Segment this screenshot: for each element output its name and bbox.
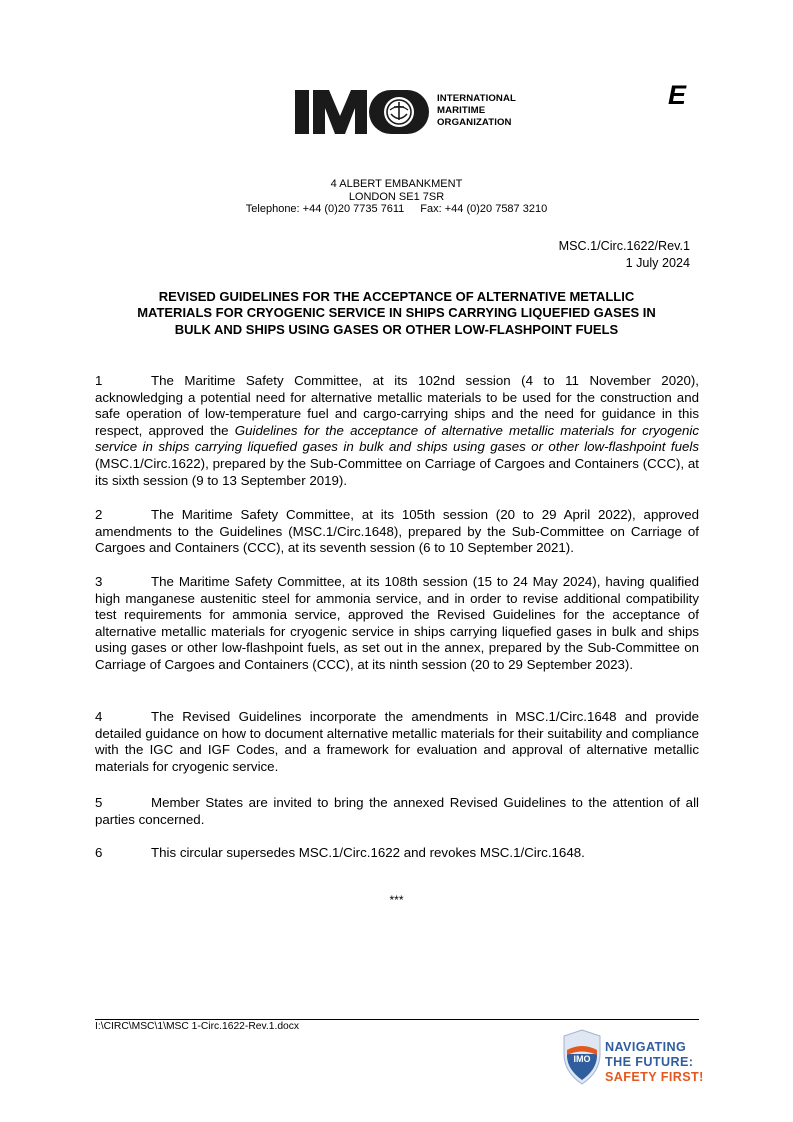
paragraph-text: The Maritime Safety Committee, at its 102nd session (4 to 11 November 2020), acknowledging a potential need for alternative metallic materials to be used for the construction and safe operation of low-temperature fuel and cargo-carrying ships and the need for guidance in this respect, approved the (95, 373, 699, 438)
address-line: 4 ALBERT EMBANKMENT (330, 178, 463, 190)
file-path: I:\CIRC\MSC\1\MSC 1-Circ.1622-Rev.1.docx (95, 1021, 300, 1032)
address-line: LONDON SE1 7SR (348, 190, 445, 203)
campaign-line: NAVIGATING (605, 1040, 687, 1054)
campaign-line: THE FUTURE: (605, 1055, 694, 1069)
org-name-line: INTERNATIONAL (437, 93, 516, 104)
fax: Fax: +44 (0)20 7587 3210 (420, 203, 548, 216)
document-symbol: MSC.1/Circ.1622/Rev.1 (558, 239, 690, 253)
paragraph-5 (95, 795, 699, 828)
org-name-line: MARITIME (437, 105, 486, 116)
footer-divider (95, 1019, 699, 1020)
title-line: BULK AND SHIPS USING GASES OR OTHER LOW-FLASHPOINT FUELS (174, 321, 619, 337)
title-line: MATERIALS FOR CRYOGENIC SERVICE IN SHIPS CARRYING LIQUEFIED GASES IN (137, 305, 656, 321)
paragraph-text: The Revised Guidelines incorporate the amendments in MSC.1/Circ.1648 and provide detailed guidance on how to document alternative metallic materials for their suitability and compliance with the IGC and IGF Codes, and a framework for evaluation and approval of alternative metallic materials for cryogenic service. (95, 709, 699, 774)
paragraph-number: 1 (95, 373, 103, 388)
guidelines-title: Guidelines for the acceptance of alternative metallic materials for cryogenic service in ships carrying liquefied gases in bulk and ships using gases or other low-flashpoint fuels (95, 422, 699, 455)
language-code: E (668, 80, 687, 110)
campaign-slogan (605, 1040, 704, 1085)
paragraph-3 (95, 574, 699, 674)
paragraph-4 (95, 709, 699, 775)
imo-logo (295, 88, 535, 136)
paragraph-number: 6 (95, 845, 103, 860)
title-line: REVISED GUIDELINES FOR THE ACCEPTANCE OF ALTERNATIVE METALLIC (158, 289, 635, 304)
organization-name (437, 93, 516, 129)
paragraph-2 (95, 507, 699, 557)
campaign-badge-text: IMO (573, 1054, 591, 1064)
shield-icon (564, 1030, 600, 1084)
paragraph-number: 2 (95, 507, 103, 522)
paragraph-text: The Maritime Safety Committee, at its 108th session (15 to 24 May 2024), having qualified high manganese austenitic steel for ammonia service, and in order to revise additional compatibility test requirements for ammonia service, approved the Revised Guidelines for the acceptance of alternative metallic materials for cryogenic service in ships carrying liquefied gases in bulk and ships using gases or other low-flashpoint fuels, as set out in the annex, prepared by the Sub-Committee on Carriage of Cargoes and Containers (CCC), at its ninth session (20 to 29 September 2023). (95, 574, 699, 672)
document-date: 1 July 2024 (625, 255, 690, 270)
paragraph-6 (95, 845, 699, 862)
paragraph-number: 4 (95, 709, 103, 724)
document-title (96, 289, 697, 338)
imo-wordmark (295, 88, 431, 136)
section-separator: *** (389, 893, 404, 907)
telephone: Telephone: +44 (0)20 7735 7611 (245, 203, 405, 216)
contact-line (0, 203, 793, 216)
paragraph-number: 3 (95, 574, 103, 589)
paragraph-text: The Maritime Safety Committee, at its 105th session (20 to 29 April 2022), approved amendments to the Guidelines (MSC.1/Circ.1648), prepared by the Sub-Committee on Carriage of Cargoes and Containers (CCC), at its seventh session (6 to 10 September 2021). (95, 507, 699, 556)
paragraph-text: This circular supersedes MSC.1/Circ.1622 and revokes MSC.1/Circ.1648. (151, 845, 585, 860)
org-name-line: ORGANIZATION (437, 117, 512, 128)
paragraph-number: 5 (95, 795, 103, 810)
campaign-line: SAFETY FIRST! (605, 1070, 704, 1084)
document-reference (559, 238, 690, 271)
paragraph-text: (MSC.1/Circ.1622), prepared by the Sub-Committee on Carriage of Cargoes and Containers (CCC), at its sixth session (9 to 13 September 2019). (95, 455, 699, 488)
paragraph-text: Member States are invited to bring the annexed Revised Guidelines to the attention of all parties concerned. (95, 795, 699, 827)
paragraph-1 (95, 373, 699, 489)
address-block (0, 178, 793, 216)
